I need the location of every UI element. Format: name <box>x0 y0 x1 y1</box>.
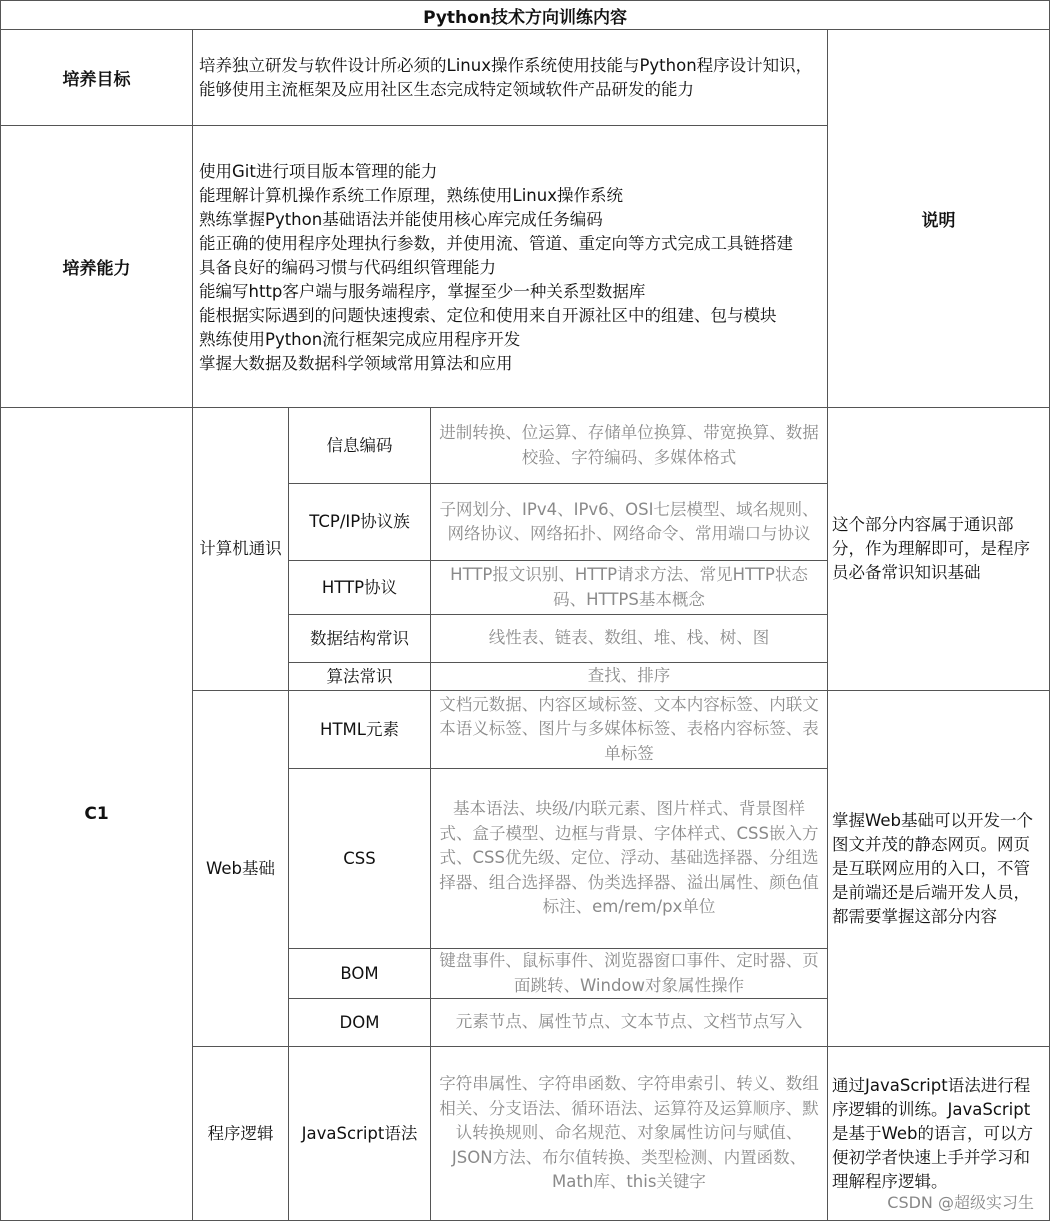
ability-item: 能理解计算机操作系统工作原理，熟练使用Linux操作系统 <box>199 185 623 205</box>
content-cell: 子网划分、IPv4、IPv6、OSI七层模型、域名规则、网络协议、网络拓扑、网络命令、常用端口与协议 <box>431 484 828 561</box>
topic-cell: 信息编码 <box>289 408 431 484</box>
group-note: 通过JavaScript语法进行程序逻辑的训练。JavaScript是基于Web的语言，可以方便初学者快速上手并学习和理解程序逻辑。 <box>828 1047 1050 1221</box>
topic-cell: DOM <box>289 999 431 1047</box>
content-cell: 字符串属性、字符串函数、字符串索引、转义、数组相关、分支语法、循环语法、运算符及运算顺序、默认转换规则、命名规范、对象属性访问与赋值、JSON方法、布尔值转换、类型检测、内置函数、Math库、this关键字 <box>431 1047 828 1221</box>
content-cell: 元素节点、属性节点、文本节点、文档节点写入 <box>431 999 828 1047</box>
content-cell: 基本语法、块级/内联元素、图片样式、背景图样式、盒子模型、边框与背景、字体样式、CSS嵌入方式、CSS优先级、定位、浮动、基础选择器、分组选择器、组合选择器、伪类选择器、溢出属性、颜色值标注、em/rem/px单位 <box>431 769 828 949</box>
content-cell: 线性表、链表、数组、堆、栈、树、图 <box>431 615 828 663</box>
title-row <box>1 1 1050 30</box>
watermark: CSDN @超级实习生 <box>885 1190 1036 1213</box>
topic-cell: BOM <box>289 949 431 999</box>
group-name: 程序逻辑 <box>193 1047 289 1221</box>
ability-item: 使用Git进行项目版本管理的能力 <box>199 161 438 181</box>
ability-item: 掌握大数据及数据科学领域常用算法和应用 <box>199 353 513 373</box>
group-name: Web基础 <box>193 691 289 1047</box>
ability-list <box>193 126 828 408</box>
table-row <box>1 408 1050 484</box>
level-cell: C1 <box>1 408 193 1221</box>
note-header: 说明 <box>828 30 1050 408</box>
ability-label: 培养能力 <box>1 126 193 408</box>
topic-cell: HTML元素 <box>289 691 431 769</box>
ability-item: 能编写http客户端与服务端程序，掌握至少一种关系型数据库 <box>199 281 646 301</box>
content-cell: HTTP报文识别、HTTP请求方法、常见HTTP状态码、HTTPS基本概念 <box>431 561 828 615</box>
goal-text: 培养独立研发与软件设计所必须的Linux操作系统使用技能与Python程序设计知识，能够使用主流框架及应用社区生态完成特定领域软件产品研发的能力 <box>193 30 828 126</box>
group-note: 掌握Web基础可以开发一个图文并茂的静态网页。网页是互联网应用的入口，不管是前端还是后端开发人员，都需要掌握这部分内容 <box>828 691 1050 1047</box>
ability-item: 能根据实际遇到的问题快速搜索、定位和使用来自开源社区中的组建、包与模块 <box>199 305 777 325</box>
goal-label: 培养目标 <box>1 30 193 126</box>
topic-cell: 数据结构常识 <box>289 615 431 663</box>
group-name: 计算机通识 <box>193 408 289 691</box>
content-cell: 查找、排序 <box>431 663 828 691</box>
ability-item: 熟练掌握Python基础语法并能使用核心库完成任务编码 <box>199 209 603 229</box>
topic-cell: HTTP协议 <box>289 561 431 615</box>
topic-cell: TCP/IP协议族 <box>289 484 431 561</box>
content-cell: 键盘事件、鼠标事件、浏览器窗口事件、定时器、页面跳转、Window对象属性操作 <box>431 949 828 999</box>
ability-item: 具备良好的编码习惯与代码组织管理能力 <box>199 257 496 277</box>
content-cell: 进制转换、位运算、存储单位换算、带宽换算、数据校验、字符编码、多媒体格式 <box>431 408 828 484</box>
content-cell: 文档元数据、内容区域标签、文本内容标签、内联文本语义标签、图片与多媒体标签、表格内容标签、表单标签 <box>431 691 828 769</box>
topic-cell: 算法常识 <box>289 663 431 691</box>
goal-row <box>1 30 1050 126</box>
group-note: 这个部分内容属于通识部分，作为理解即可，是程序员必备常识知识基础 <box>828 408 1050 691</box>
ability-item: 能正确的使用程序处理执行参数，并使用流、管道、重定向等方式完成工具链搭建 <box>199 233 793 253</box>
topic-cell: CSS <box>289 769 431 949</box>
table-title: Python技术方向训练内容 <box>1 1 1050 30</box>
topic-cell: JavaScript语法 <box>289 1047 431 1221</box>
ability-item: 熟练使用Python流行框架完成应用程序开发 <box>199 329 521 349</box>
